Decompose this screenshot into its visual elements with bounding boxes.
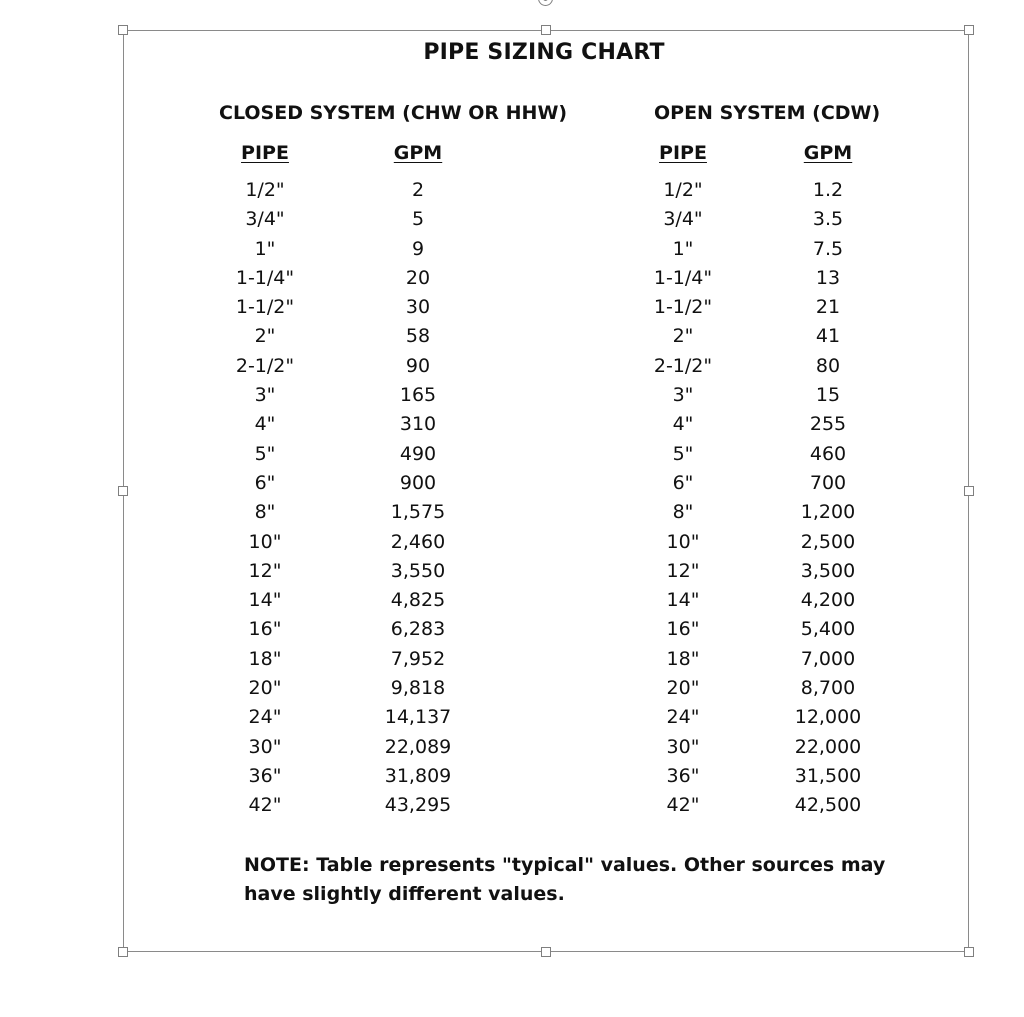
open-gpm-cell: 7.5 <box>812 237 844 260</box>
closed-gpm-cell: 900 <box>399 471 437 494</box>
closed-pipe-cell: 1-1/4" <box>235 266 295 289</box>
open-gpm-cell: 7,000 <box>800 647 856 670</box>
closed-gpm-cell: 14,137 <box>384 706 452 729</box>
resize-handle-bottom[interactable] <box>541 947 551 957</box>
open-gpm-column <box>795 176 861 821</box>
closed-gpm-cell: 30 <box>405 296 431 319</box>
closed-pipe-cell: 30" <box>248 735 282 758</box>
closed-pipe-cell: 1/2" <box>245 179 285 201</box>
open-pipe-cell: 6" <box>672 471 694 494</box>
open-pipe-cell: 20" <box>666 677 700 700</box>
open-gpm-cell: 1,200 <box>800 501 856 524</box>
closed-pipe-column <box>236 176 294 821</box>
open-pipe-cell: 36" <box>666 764 700 787</box>
resize-handle-bottom-right[interactable] <box>964 947 974 957</box>
open-gpm-cell: 5,400 <box>800 618 856 641</box>
open-gpm-cell: 21 <box>815 296 841 319</box>
chart-title: PIPE SIZING CHART <box>423 40 665 65</box>
open-gpm-cell: 2,500 <box>800 530 856 553</box>
closed-gpm-cell: 3,550 <box>390 559 446 582</box>
open-pipe-cell: 18" <box>666 647 700 670</box>
resize-handle-bottom-left[interactable] <box>118 947 128 957</box>
open-gpm-cell: 31,500 <box>794 764 862 787</box>
open-pipe-cell: 4" <box>672 413 694 436</box>
closed-pipe-cell: 20" <box>248 677 282 700</box>
closed-pipe-cell: 16" <box>248 618 282 641</box>
closed-gpm-cell: 2,460 <box>390 530 446 553</box>
closed-pipe-cell: 10" <box>248 530 282 553</box>
closed-gpm-cell: 165 <box>399 384 437 407</box>
open-pipe-cell: 8" <box>672 501 694 524</box>
open-gpm-cell: 3.5 <box>812 208 844 231</box>
closed-gpm-cell: 31,809 <box>384 764 452 787</box>
open-gpm-header: GPM <box>803 142 853 164</box>
open-pipe-cell: 2-1/2" <box>653 354 713 377</box>
open-gpm-cell: 255 <box>809 413 847 436</box>
open-pipe-cell: 1" <box>672 237 694 260</box>
closed-pipe-cell: 12" <box>248 559 282 582</box>
open-pipe-cell: 2" <box>672 325 694 348</box>
closed-gpm-cell: 9,818 <box>390 677 446 700</box>
open-pipe-cell: 1/2" <box>663 179 703 201</box>
closed-pipe-cell: 6" <box>254 471 276 494</box>
resize-handle-top[interactable] <box>541 25 551 35</box>
closed-gpm-cell: 5 <box>411 208 425 231</box>
closed-gpm-cell: 1,575 <box>390 501 446 524</box>
closed-pipe-cell: 5" <box>254 442 276 465</box>
closed-pipe-cell: 18" <box>248 647 282 670</box>
closed-gpm-cell: 43,295 <box>384 794 452 817</box>
closed-pipe-cell: 3" <box>254 384 276 407</box>
open-gpm-cell: 3,500 <box>800 559 856 582</box>
closed-gpm-header: GPM <box>393 142 443 164</box>
open-gpm-cell: 460 <box>809 442 847 465</box>
open-pipe-cell: 30" <box>666 735 700 758</box>
closed-pipe-cell: 8" <box>254 501 276 524</box>
open-pipe-cell: 42" <box>666 794 700 817</box>
open-pipe-cell: 5" <box>672 442 694 465</box>
resize-handle-right[interactable] <box>964 486 974 496</box>
closed-gpm-cell: 22,089 <box>384 735 452 758</box>
closed-pipe-cell: 24" <box>248 706 282 729</box>
open-pipe-cell: 12" <box>666 559 700 582</box>
open-gpm-cell: 80 <box>815 354 841 377</box>
closed-gpm-cell: 310 <box>399 413 437 436</box>
closed-gpm-cell: 490 <box>399 442 437 465</box>
closed-system-title: CLOSED SYSTEM (CHW OR HHW) <box>219 102 568 124</box>
open-gpm-cell: 1.2 <box>812 179 844 201</box>
open-gpm-cell: 15 <box>815 384 841 407</box>
closed-pipe-cell: 1-1/2" <box>235 296 295 319</box>
closed-gpm-cell: 9 <box>411 237 425 260</box>
open-pipe-cell: 1-1/4" <box>653 266 713 289</box>
open-system-title: OPEN SYSTEM (CDW) <box>654 102 881 124</box>
open-pipe-cell: 16" <box>666 618 700 641</box>
open-pipe-column <box>654 176 712 821</box>
rotate-handle-icon[interactable] <box>538 0 553 6</box>
open-pipe-cell: 3/4" <box>663 208 703 231</box>
closed-pipe-cell: 4" <box>254 413 276 436</box>
closed-pipe-cell: 1" <box>254 237 276 260</box>
closed-pipe-header: PIPE <box>241 142 289 164</box>
closed-pipe-cell: 3/4" <box>245 208 285 231</box>
open-gpm-cell: 13 <box>815 266 841 289</box>
closed-gpm-cell: 58 <box>405 325 431 348</box>
closed-gpm-cell: 4,825 <box>390 589 446 612</box>
closed-gpm-cell: 90 <box>405 354 431 377</box>
open-pipe-cell: 10" <box>666 530 700 553</box>
closed-pipe-cell: 2" <box>254 325 276 348</box>
closed-gpm-cell: 2 <box>411 179 425 201</box>
open-gpm-cell: 700 <box>809 471 847 494</box>
open-pipe-cell: 24" <box>666 706 700 729</box>
closed-pipe-cell: 2-1/2" <box>235 354 295 377</box>
closed-gpm-column <box>385 176 451 821</box>
open-gpm-cell: 12,000 <box>794 706 862 729</box>
resize-handle-left[interactable] <box>118 486 128 496</box>
open-gpm-cell: 22,000 <box>794 735 862 758</box>
closed-gpm-cell: 7,952 <box>390 647 446 670</box>
open-gpm-cell: 4,200 <box>800 589 856 612</box>
open-gpm-cell: 41 <box>815 325 841 348</box>
closed-pipe-cell: 42" <box>248 794 282 817</box>
resize-handle-top-left[interactable] <box>118 25 128 35</box>
open-pipe-header: PIPE <box>659 142 707 164</box>
open-pipe-cell: 1-1/2" <box>653 296 713 319</box>
open-pipe-cell: 3" <box>672 384 694 407</box>
note-text: NOTE: Table represents "typical" values. Other sources may have slightly different values. <box>244 854 886 905</box>
closed-pipe-cell: 14" <box>248 589 282 612</box>
closed-pipe-cell: 36" <box>248 764 282 787</box>
open-pipe-cell: 14" <box>666 589 700 612</box>
closed-gpm-cell: 6,283 <box>390 618 446 641</box>
resize-handle-top-right[interactable] <box>964 25 974 35</box>
closed-gpm-cell: 20 <box>405 266 431 289</box>
open-gpm-cell: 42,500 <box>794 794 862 817</box>
open-gpm-cell: 8,700 <box>800 677 856 700</box>
